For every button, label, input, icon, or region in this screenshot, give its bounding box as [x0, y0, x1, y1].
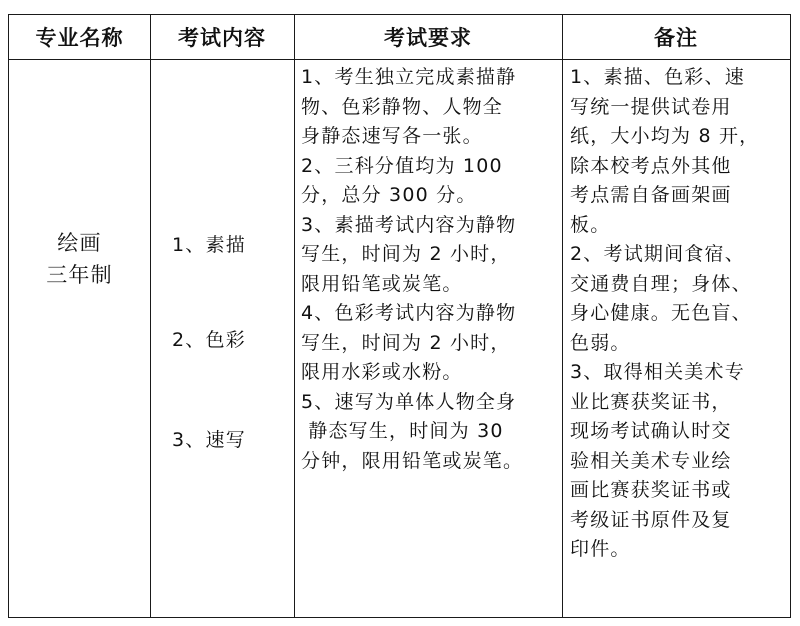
requirement-line: 限用铅笔或炭笔。: [301, 272, 463, 295]
column-divider-1: [150, 15, 151, 617]
requirement-line: 3、素描考试内容为静物: [301, 213, 517, 236]
note-line: 1、素描、色彩、速: [570, 66, 745, 88]
requirement-line: 身静态速写各一张。: [301, 125, 483, 147]
requirement-line: 2、三科分值均为 100: [301, 154, 503, 177]
requirement-line: 分，总分 300 分。: [301, 184, 477, 206]
note-line: 印件。: [570, 538, 631, 560]
note-line: 业比赛获奖证书，: [570, 390, 732, 413]
note-line: 3、取得相关美术专: [570, 361, 745, 383]
requirement-line: 5、速写为单体人物全身: [301, 390, 517, 413]
major-duration: 三年制: [46, 263, 113, 287]
note-line: 验相关美术专业绘: [570, 449, 732, 472]
note-line: 画比赛获奖证书或: [570, 479, 732, 501]
header-divider: [9, 59, 790, 60]
header-exam-content: 考试内容: [178, 26, 266, 50]
requirement-line: 写生，时间为 2 小时，: [301, 331, 511, 354]
column-divider-3: [562, 15, 563, 617]
column-divider-2: [294, 15, 295, 617]
requirement-line: 写生，时间为 2 小时，: [301, 243, 511, 265]
note-line: 除本校考点外其他: [570, 154, 732, 177]
requirement-line: 物、色彩静物、人物全: [301, 95, 504, 118]
note-line: 考点需自备画架画: [570, 184, 732, 206]
header-notes: 备注: [654, 26, 698, 50]
exam-info-table: [8, 14, 791, 618]
note-line: 2、考试期间食宿、: [570, 243, 745, 265]
note-line: 交通费自理；身体、: [570, 272, 752, 295]
header-major: 专业名称: [35, 26, 124, 50]
note-line: 身心健康。无色盲、: [570, 302, 752, 324]
notes-cell: [570, 63, 788, 565]
note-line: 色弱。: [570, 331, 631, 354]
major-name: 绘画: [57, 231, 102, 255]
requirement-line: 4、色彩考试内容为静物: [301, 302, 517, 324]
requirement-line: 限用水彩或水粉。: [301, 361, 463, 383]
header-exam-requirements: 考试要求: [384, 26, 472, 50]
content-item: 1、素描: [172, 234, 246, 256]
requirement-line: 分钟，限用铅笔或炭笔。: [301, 449, 524, 472]
content-item: 3、速写: [172, 429, 246, 451]
note-line: 考级证书原件及复: [570, 508, 732, 531]
note-line: 纸，大小均为 8 开，: [570, 125, 760, 147]
major-cell: [9, 227, 150, 291]
note-line: 写统一提供试卷用: [570, 95, 732, 118]
note-line: 现场考试确认时交: [570, 420, 732, 442]
note-line: 板。: [570, 213, 611, 236]
content-item: 2、色彩: [172, 329, 246, 351]
requirement-line: 静态写生，时间为 30: [301, 420, 504, 442]
requirements-cell: [301, 63, 561, 476]
requirement-line: 1、考生独立完成素描静: [301, 66, 517, 88]
